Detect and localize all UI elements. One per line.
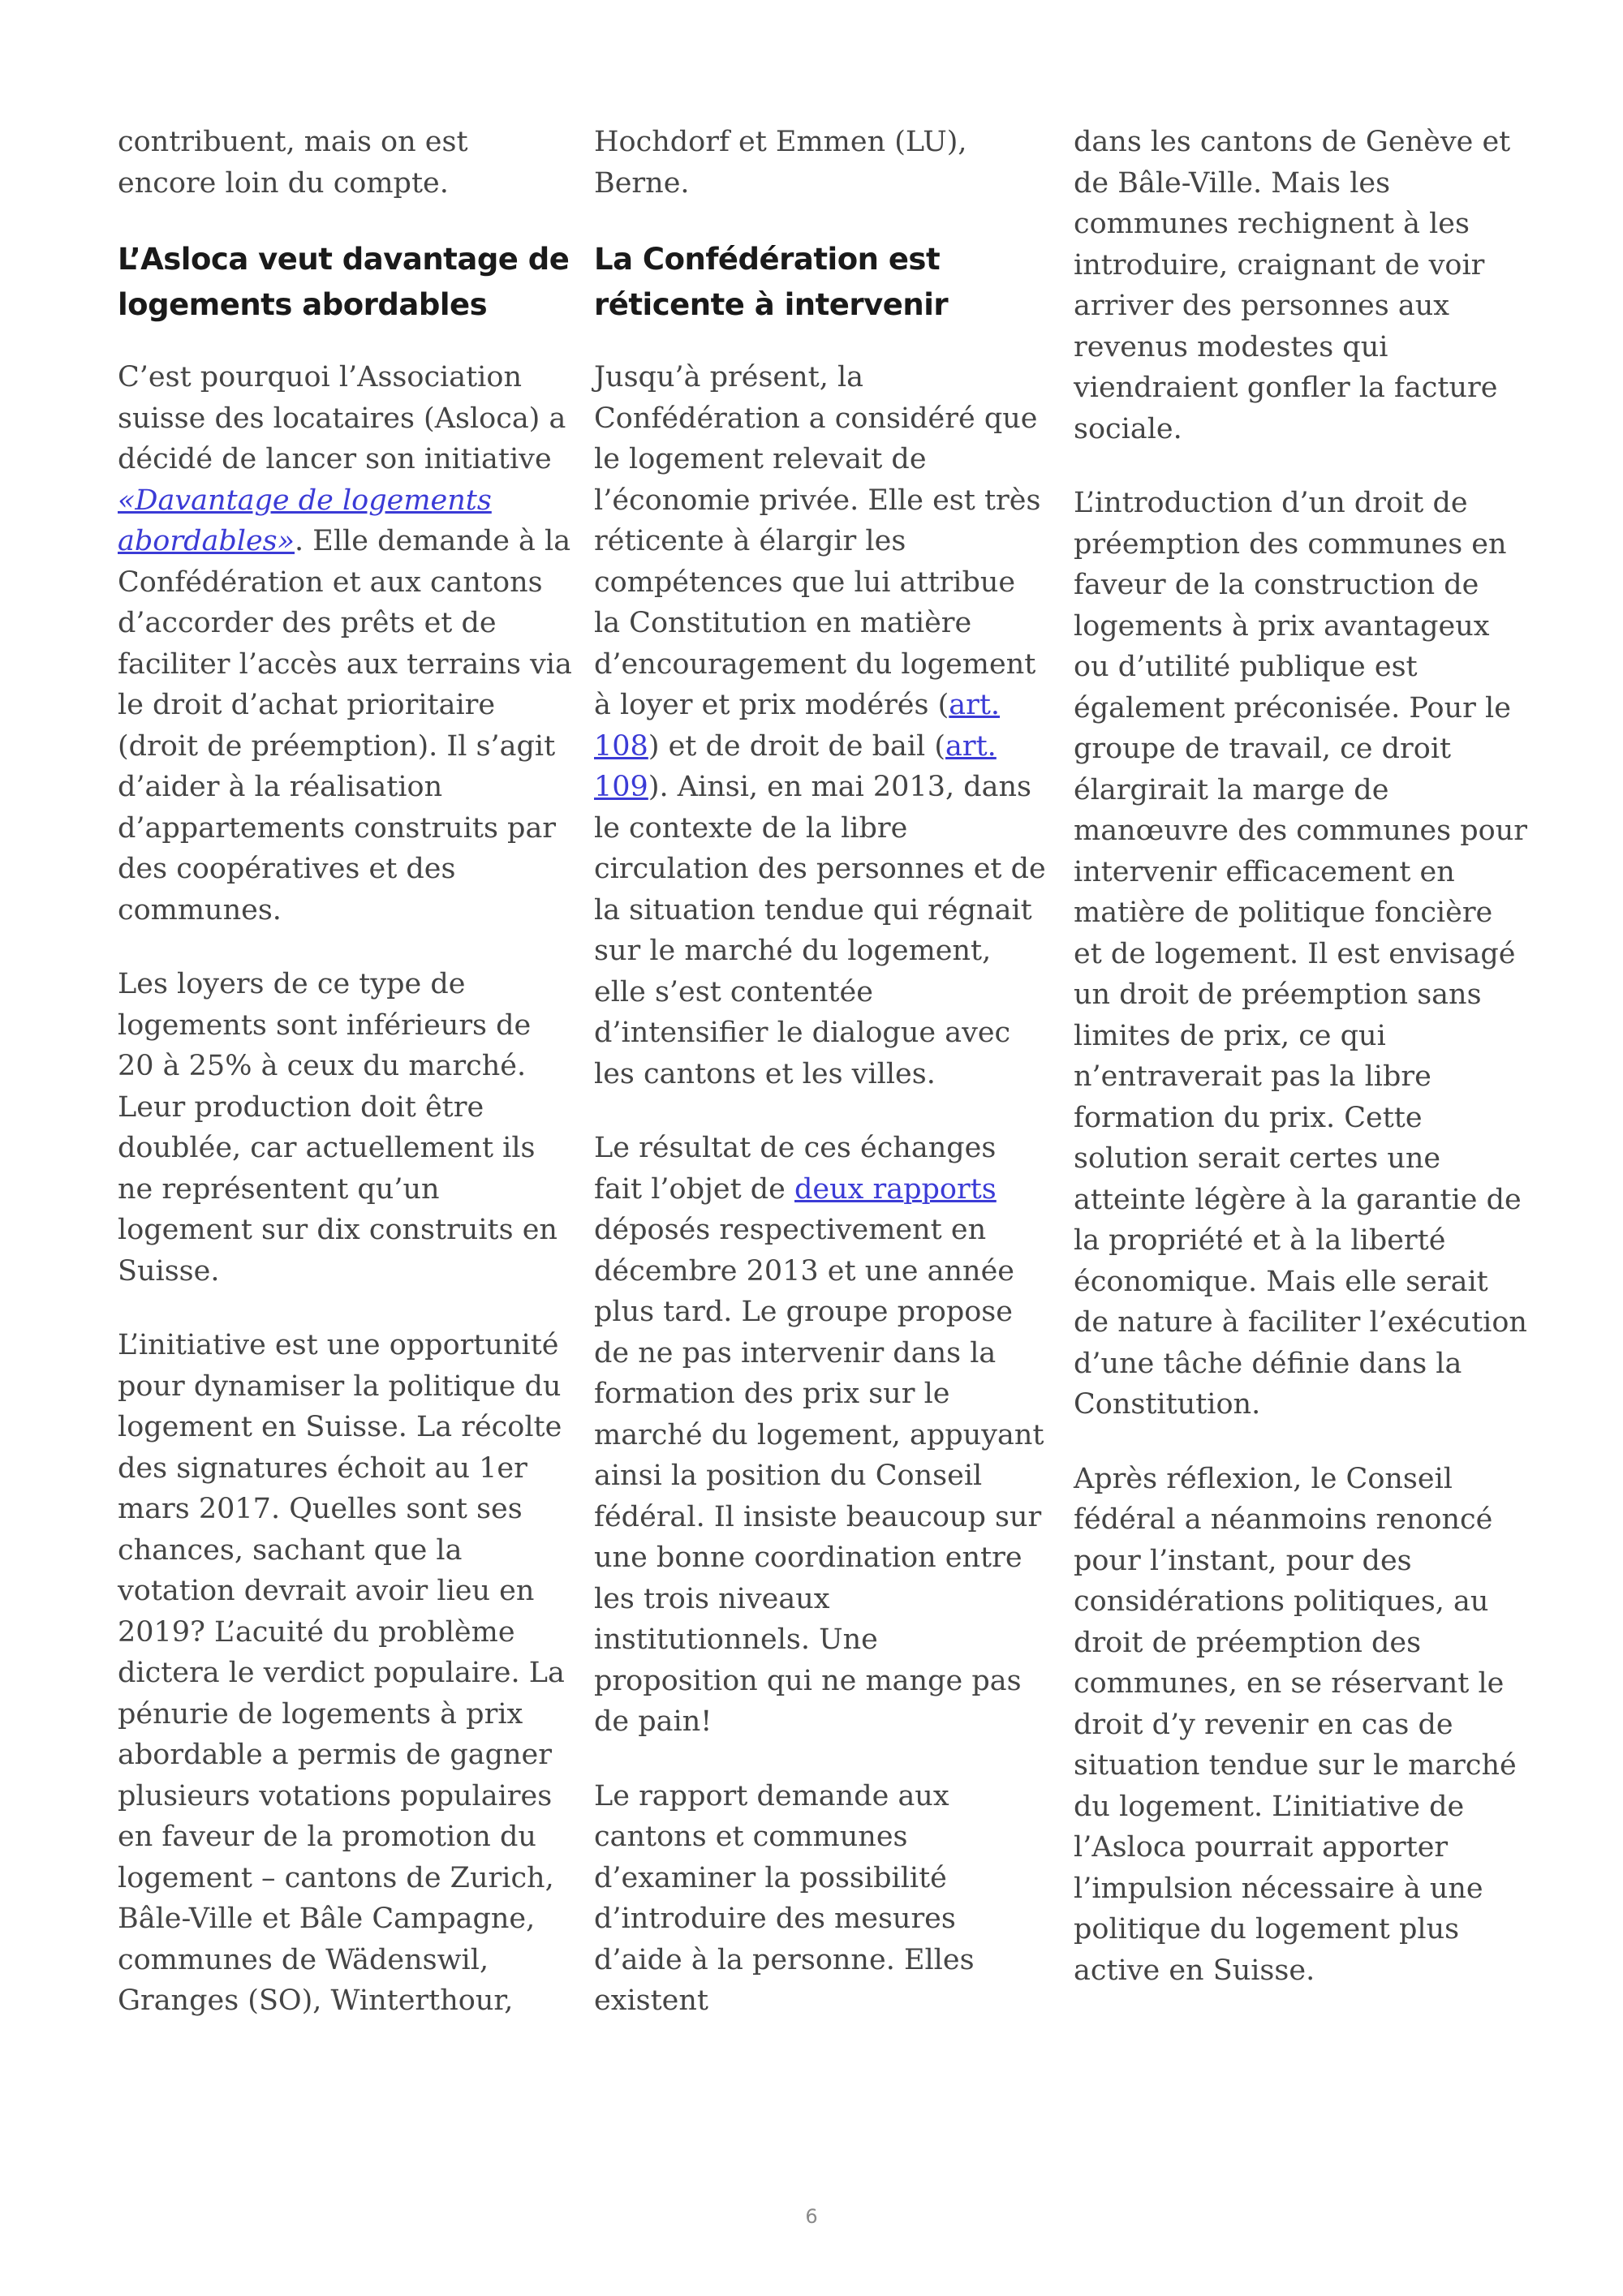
art-109-link[interactable]: art. 109 bbox=[594, 729, 997, 803]
paragraph-text: ). Ainsi, en mai 2013, dans le contexte de la libre circulation des personnes et de la situation tendue qui régnait sur le marché du logement, elle s’est contentée d’intensifier le dialogue avec les cantons et les villes. bbox=[594, 771, 1046, 1090]
paragraph-asloca-initiative bbox=[118, 357, 572, 931]
column-middle bbox=[594, 122, 1048, 2055]
art-108-link[interactable]: art. 108 bbox=[594, 689, 1001, 763]
paragraph-text: . Elle demande à la Confédération et aux cantons d’accorder des prêts et de faciliter l’accès aux terrains via le droit d’achat prioritaire (droit de préemption). Il s’agit d’aider à la réalisation d’appartements construits par des coopératives et des communes. bbox=[118, 525, 572, 927]
paragraph-confederation bbox=[594, 357, 1048, 1094]
paragraph-text: Jusqu’à présent, la Confédération a considéré que le logement relevait de l’économie privée. Elle est très réticente à élargir les compétences que lui attribue la Constitution en matière d’encouragement du logement à loyer et prix modérés ( bbox=[594, 361, 1041, 721]
paragraph-droit-preemption: L’introduction d’un droit de préemption des communes en faveur de la construction de logements à prix avantageux ou d’utilité publique est également préconisée. Pour le groupe de travail, ce droit élargirait la marge de manœuvre des communes pour intervenir efficacement en matière de politique foncière et de logement. Il est envisagé un droit de préemption sans limites de prix, ce qui n’entraverait pas la libre formation du prix. Cette solution serait certes une atteinte légère à la garantie de la propriété et à la liberté économique. Mais elle serait de nature à faciliter l’exécution d’une tâche définie dans la Constitution. bbox=[1074, 487, 1527, 1421]
section-heading-asloca: L’Asloca veut davantage de logements abordables bbox=[118, 242, 570, 322]
paragraph-text: déposés respectivement en décembre 2013 et une année plus tard. Le groupe propose de ne pas intervenir dans la formation des prix sur le marché du logement, appuyant ainsi la position du Conseil fédéral. Il insiste beaucoup sur une bonne coordination entre les trois niveaux institutionnels. Une proposition qui ne mange pas de pain! bbox=[594, 1214, 1044, 1738]
column-left bbox=[118, 122, 572, 2055]
paragraph-opportunite: L’initiative est une opportunité pour dynamiser la politique du logement en Suisse. La récolte des signatures échoit au 1er mars 2017. Quelles sont ses chances, sachant que la votation devrait avoir lieu en 2019? L’acuité du problème dictera le verdict populaire. La pénurie de logements à prix abordable a permis de gagner plusieurs votations populaires en faveur de la promotion du logement – cantons de Zurich, Bâle-Ville et Bâle Campagne, communes de Wädenswil, Granges (SO), Winterthour, bbox=[118, 1329, 565, 2017]
paragraph-conseil-federal: Après réflexion, le Conseil fédéral a néanmoins renoncé pour l’instant, pour des considérations politiques, au droit de préemption des communes, en se réservant le droit d’y revenir en cas de situation tendue sur le marché du logement. L’initiative de l’Asloca pourrait apporter l’impulsion nécessaire à une politique du logement plus active en Suisse. bbox=[1074, 1462, 1517, 1987]
column-right bbox=[1074, 122, 1528, 2024]
paragraph-rapports bbox=[594, 1128, 1048, 1743]
section-heading-confederation: La Confédération est réticente à intervenir bbox=[594, 242, 949, 322]
paragraph-intro-continued: contribuent, mais on est encore loin du compte. bbox=[118, 126, 468, 200]
deux-rapports-link[interactable]: deux rapports bbox=[794, 1172, 997, 1206]
paragraph-loyers: Les loyers de ce type de logements sont inférieurs de 20 à 25% à ceux du marché. Leur production doit être doublée, car actuellement ils ne représentent qu’un logement sur dix construits en Suisse. bbox=[118, 968, 558, 1288]
initiative-link[interactable]: «Davantage de logements abordables» bbox=[118, 484, 492, 557]
page-number: 6 bbox=[805, 2205, 818, 2228]
paragraph-communes-continued: Hochdorf et Emmen (LU), Berne. bbox=[594, 126, 967, 200]
paragraph-text: C’est pourquoi l’Association suisse des locataires (Asloca) a décidé de lancer son initiative bbox=[118, 361, 566, 475]
paragraph-text: Le résultat de ces échanges fait l’objet de bbox=[594, 1132, 997, 1206]
paragraph-cantons-continued: dans les cantons de Genève et de Bâle-Ville. Mais les communes rechignent à les introduire, craignant de voir arriver des personnes aux revenus modestes qui viendraient gonfler la facture sociale. bbox=[1074, 126, 1511, 445]
paragraph-mesures-aide: Le rapport demande aux cantons et communes d’examiner la possibilité d’introduire des mesures d’aide à la personne. Elles existent bbox=[594, 1779, 975, 2017]
paragraph-text: ) et de droit de bail ( bbox=[648, 729, 946, 763]
